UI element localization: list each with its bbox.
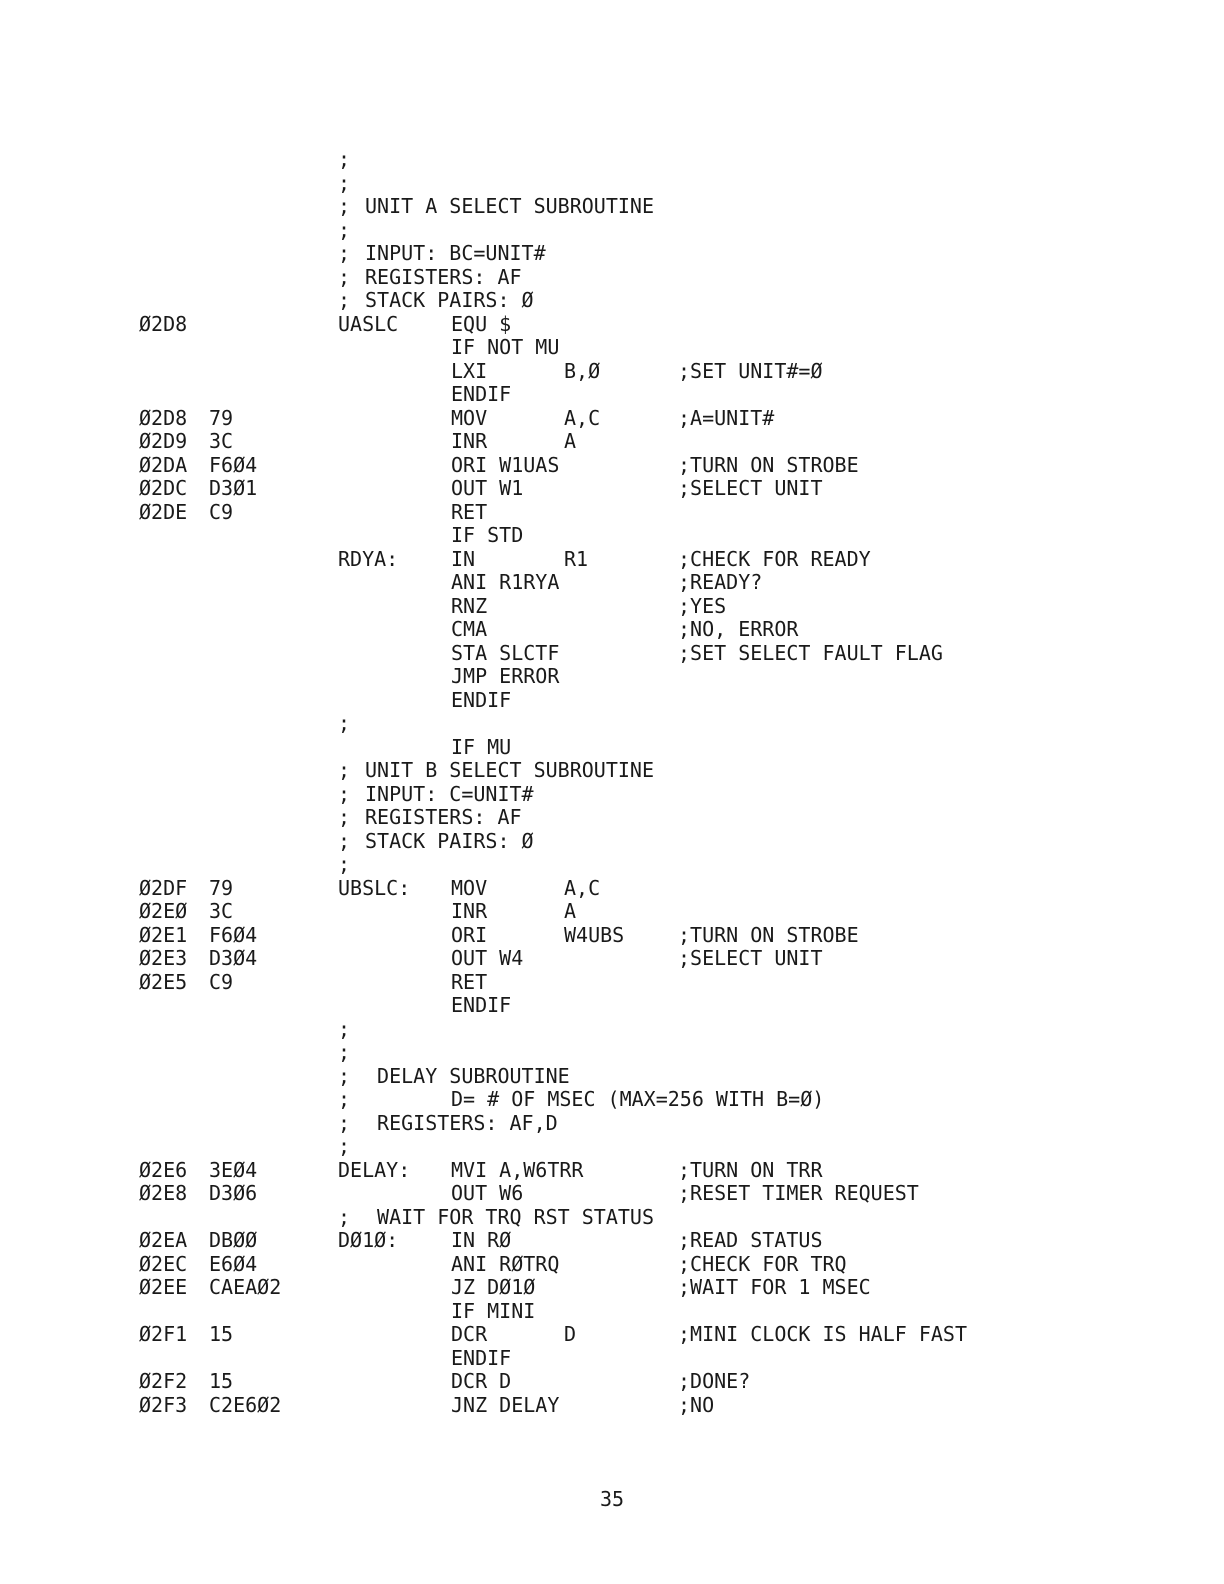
listing-line bbox=[139, 1041, 1139, 1065]
opcode: STA SLCTF bbox=[451, 640, 560, 665]
listing-line bbox=[139, 266, 1139, 290]
opcode: ORI bbox=[451, 922, 488, 947]
listing-line bbox=[139, 454, 1139, 478]
comment-marker: ; bbox=[338, 828, 351, 853]
listing-line bbox=[139, 877, 1139, 901]
operand: A bbox=[564, 899, 577, 923]
object-code: F6Ø4 bbox=[209, 922, 258, 947]
operand: A bbox=[564, 429, 577, 453]
listing-line bbox=[139, 1182, 1139, 1206]
listing-line bbox=[139, 1159, 1139, 1183]
comment-marker: ; bbox=[338, 217, 351, 242]
inline-comment: ;TURN ON STROBE bbox=[678, 452, 859, 477]
address: Ø2F1 bbox=[139, 1322, 188, 1346]
opcode: D= # OF MSEC (MAX=256 WITH B=Ø) bbox=[451, 1087, 825, 1111]
comment-marker: ; bbox=[338, 1087, 351, 1111]
opcode: RNZ bbox=[451, 593, 488, 618]
inline-comment: ;WAIT FOR 1 MSEC bbox=[678, 1275, 871, 1299]
operand: D bbox=[564, 1322, 577, 1346]
address: Ø2DC bbox=[139, 476, 188, 500]
listing-line bbox=[139, 501, 1139, 525]
comment-marker: ; bbox=[338, 288, 351, 312]
inline-comment: ;RESET TIMER REQUEST bbox=[678, 1181, 919, 1205]
object-code: D3Ø4 bbox=[209, 946, 258, 970]
listing-line bbox=[139, 595, 1139, 619]
label: DØ1Ø: bbox=[338, 1228, 399, 1252]
opcode: IF MINI bbox=[451, 1298, 536, 1323]
opcode: ANI RØTRQ bbox=[451, 1251, 560, 1276]
opcode: IF STD bbox=[451, 523, 524, 547]
listing-line bbox=[139, 947, 1139, 971]
listing-line bbox=[139, 689, 1139, 713]
opcode: LXI bbox=[451, 358, 488, 383]
comment-marker: ; bbox=[338, 264, 351, 289]
inline-comment: ;SET SELECT FAULT FLAG bbox=[678, 640, 943, 665]
comment-marker: ; bbox=[338, 241, 351, 265]
listing-line bbox=[139, 242, 1139, 266]
comment-marker: ; bbox=[338, 805, 351, 829]
address: Ø2E1 bbox=[139, 922, 188, 947]
comment-marker: ; bbox=[338, 1134, 351, 1158]
listing-line bbox=[139, 407, 1139, 431]
opcode: JZ DØ1Ø bbox=[451, 1275, 536, 1299]
comment-marker: ; bbox=[338, 781, 351, 806]
listing-line bbox=[139, 1276, 1139, 1300]
page-number: 35 bbox=[599, 1487, 625, 1511]
listing-line bbox=[139, 1300, 1139, 1324]
object-code: 15 bbox=[209, 1322, 234, 1346]
address: Ø2E3 bbox=[139, 946, 188, 970]
comment-marker: ; bbox=[338, 1110, 351, 1135]
address: Ø2EA bbox=[139, 1228, 188, 1252]
listing-line bbox=[139, 548, 1139, 572]
object-code: 3C bbox=[209, 899, 234, 923]
label: RDYA: bbox=[338, 546, 399, 571]
object-code: F6Ø4 bbox=[209, 452, 258, 477]
address: Ø2F2 bbox=[139, 1369, 188, 1393]
opcode: MOV bbox=[451, 875, 488, 900]
inline-comment: ;READY? bbox=[678, 570, 763, 594]
address: Ø2E5 bbox=[139, 969, 188, 994]
object-code: 79 bbox=[209, 405, 234, 430]
inline-comment: ;TURN ON STROBE bbox=[678, 922, 859, 947]
listing-line bbox=[139, 219, 1139, 243]
object-code: 79 bbox=[209, 875, 234, 900]
opcode: IN RØ bbox=[451, 1228, 512, 1252]
object-code: E6Ø4 bbox=[209, 1251, 258, 1276]
listing-line bbox=[139, 313, 1139, 337]
comment-text: INPUT: BC=UNIT# bbox=[365, 241, 546, 265]
address: Ø2E8 bbox=[139, 1181, 188, 1205]
inline-comment: ;DONE? bbox=[678, 1369, 751, 1393]
object-code: C2E6Ø2 bbox=[209, 1392, 282, 1417]
operand: B,Ø bbox=[564, 358, 601, 383]
inline-comment: ;NO, ERROR bbox=[678, 617, 799, 641]
opcode: ANI R1RYA bbox=[451, 570, 560, 594]
listing-line bbox=[139, 806, 1139, 830]
opcode: OUT W1 bbox=[451, 476, 524, 500]
opcode: INR bbox=[451, 429, 488, 453]
address: Ø2DE bbox=[139, 499, 188, 524]
address: Ø2F3 bbox=[139, 1392, 188, 1417]
comment-marker: ; bbox=[338, 758, 351, 782]
comment-text: UNIT B SELECT SUBROUTINE bbox=[365, 758, 654, 782]
listing-line bbox=[139, 971, 1139, 995]
opcode: MVI A,W6TRR bbox=[451, 1157, 584, 1182]
comment-text: INPUT: C=UNIT# bbox=[365, 781, 534, 806]
listing-line bbox=[139, 571, 1139, 595]
comment-marker: ; bbox=[338, 194, 351, 218]
object-code: 15 bbox=[209, 1369, 234, 1393]
opcode: OUT W4 bbox=[451, 946, 524, 970]
listing-line bbox=[139, 360, 1139, 384]
address: Ø2D9 bbox=[139, 429, 188, 453]
opcode: MOV bbox=[451, 405, 488, 430]
listing-line bbox=[139, 524, 1139, 548]
opcode: JMP ERROR bbox=[451, 664, 560, 688]
object-code: CAEAØ2 bbox=[209, 1275, 282, 1299]
comment-text: STACK PAIRS: Ø bbox=[365, 288, 534, 312]
address: Ø2EE bbox=[139, 1275, 188, 1299]
listing-line bbox=[139, 148, 1139, 172]
inline-comment: ;CHECK FOR TRQ bbox=[678, 1251, 847, 1276]
comment-text: REGISTERS: AF,D bbox=[365, 1110, 558, 1135]
listing-line bbox=[139, 1112, 1139, 1136]
listing-line bbox=[139, 1394, 1139, 1418]
listing-line bbox=[139, 1370, 1139, 1394]
listing-line bbox=[139, 924, 1139, 948]
label: DELAY: bbox=[338, 1157, 411, 1182]
inline-comment: ;MINI CLOCK IS HALF FAST bbox=[678, 1322, 967, 1346]
opcode: ENDIF bbox=[451, 1345, 512, 1370]
listing-line bbox=[139, 1347, 1139, 1371]
object-code: DBØØ bbox=[209, 1228, 258, 1252]
comment-text: WAIT FOR TRQ RST STATUS bbox=[365, 1204, 654, 1229]
listing-line bbox=[139, 783, 1139, 807]
listing-line bbox=[139, 1018, 1139, 1042]
inline-comment: ;TURN ON TRR bbox=[678, 1157, 823, 1182]
assembly-listing bbox=[139, 148, 1139, 1417]
listing-line bbox=[139, 477, 1139, 501]
opcode: INR bbox=[451, 899, 488, 923]
comment-marker: ; bbox=[338, 1204, 351, 1229]
listing-line bbox=[139, 712, 1139, 736]
operand: R1 bbox=[564, 546, 589, 571]
inline-comment: ;NO bbox=[678, 1392, 715, 1417]
listing-line bbox=[139, 665, 1139, 689]
address: Ø2EØ bbox=[139, 899, 188, 923]
opcode: OUT W6 bbox=[451, 1181, 524, 1205]
comment-text: UNIT A SELECT SUBROUTINE bbox=[365, 194, 654, 218]
opcode: JNZ DELAY bbox=[451, 1392, 560, 1417]
comment-text: REGISTERS: AF bbox=[365, 264, 522, 289]
opcode: DCR bbox=[451, 1322, 488, 1346]
opcode: IF MU bbox=[451, 734, 512, 759]
opcode: RET bbox=[451, 969, 488, 994]
operand: A,C bbox=[564, 875, 601, 900]
opcode: EQU $ bbox=[451, 311, 512, 336]
object-code: D3Ø6 bbox=[209, 1181, 258, 1205]
address: Ø2E6 bbox=[139, 1157, 188, 1182]
address: Ø2D8 bbox=[139, 311, 188, 336]
inline-comment: ;CHECK FOR READY bbox=[678, 546, 871, 571]
inline-comment: ;A=UNIT# bbox=[678, 405, 775, 430]
inline-comment: ;SET UNIT#=Ø bbox=[678, 358, 823, 383]
comment-text: DELAY SUBROUTINE bbox=[365, 1063, 570, 1088]
listing-line bbox=[139, 830, 1139, 854]
inline-comment: ;SELECT UNIT bbox=[678, 946, 823, 970]
object-code: C9 bbox=[209, 969, 234, 994]
comment-marker: ; bbox=[338, 711, 351, 735]
address: Ø2DA bbox=[139, 452, 188, 477]
listing-line bbox=[139, 172, 1139, 196]
inline-comment: ;YES bbox=[678, 593, 727, 618]
inline-comment: ;READ STATUS bbox=[678, 1228, 823, 1252]
listing-line bbox=[139, 195, 1139, 219]
opcode: DCR D bbox=[451, 1369, 512, 1393]
listing-line bbox=[139, 1206, 1139, 1230]
listing-line bbox=[139, 759, 1139, 783]
listing-line bbox=[139, 618, 1139, 642]
listing-line bbox=[139, 1135, 1139, 1159]
comment-text: REGISTERS: AF bbox=[365, 805, 522, 829]
listing-line bbox=[139, 1253, 1139, 1277]
label: UBSLC: bbox=[338, 875, 411, 900]
object-code: C9 bbox=[209, 499, 234, 524]
listing-line bbox=[139, 383, 1139, 407]
comment-text: STACK PAIRS: Ø bbox=[365, 828, 534, 853]
listing-line bbox=[139, 430, 1139, 454]
address: Ø2EC bbox=[139, 1251, 188, 1276]
opcode: ENDIF bbox=[451, 687, 512, 712]
object-code: 3EØ4 bbox=[209, 1157, 258, 1182]
comment-marker: ; bbox=[338, 1016, 351, 1041]
object-code: 3C bbox=[209, 429, 234, 453]
opcode: IF NOT MU bbox=[451, 335, 560, 359]
opcode: ENDIF bbox=[451, 382, 512, 406]
opcode: CMA bbox=[451, 617, 488, 641]
operand: A,C bbox=[564, 405, 601, 430]
comment-marker: ; bbox=[338, 852, 351, 876]
inline-comment: ;SELECT UNIT bbox=[678, 476, 823, 500]
opcode: RET bbox=[451, 499, 488, 524]
opcode: ENDIF bbox=[451, 993, 512, 1017]
listing-line bbox=[139, 336, 1139, 360]
listing-line bbox=[139, 994, 1139, 1018]
listing-line bbox=[139, 289, 1139, 313]
comment-marker: ; bbox=[338, 1063, 351, 1088]
listing-line bbox=[139, 1229, 1139, 1253]
comment-marker: ; bbox=[338, 147, 351, 171]
opcode: ORI W1UAS bbox=[451, 452, 560, 477]
listing-line bbox=[139, 853, 1139, 877]
listing-line bbox=[139, 900, 1139, 924]
label: UASLC bbox=[338, 311, 399, 336]
object-code: D3Ø1 bbox=[209, 476, 258, 500]
listing-line bbox=[139, 642, 1139, 666]
listing-line bbox=[139, 1323, 1139, 1347]
comment-marker: ; bbox=[338, 170, 351, 195]
comment-marker: ; bbox=[338, 1040, 351, 1064]
opcode: IN bbox=[451, 546, 476, 571]
listing-line bbox=[139, 1088, 1139, 1112]
operand: W4UBS bbox=[564, 922, 625, 947]
listing-line bbox=[139, 736, 1139, 760]
address: Ø2D8 bbox=[139, 405, 188, 430]
listing-line bbox=[139, 1065, 1139, 1089]
address: Ø2DF bbox=[139, 875, 188, 900]
